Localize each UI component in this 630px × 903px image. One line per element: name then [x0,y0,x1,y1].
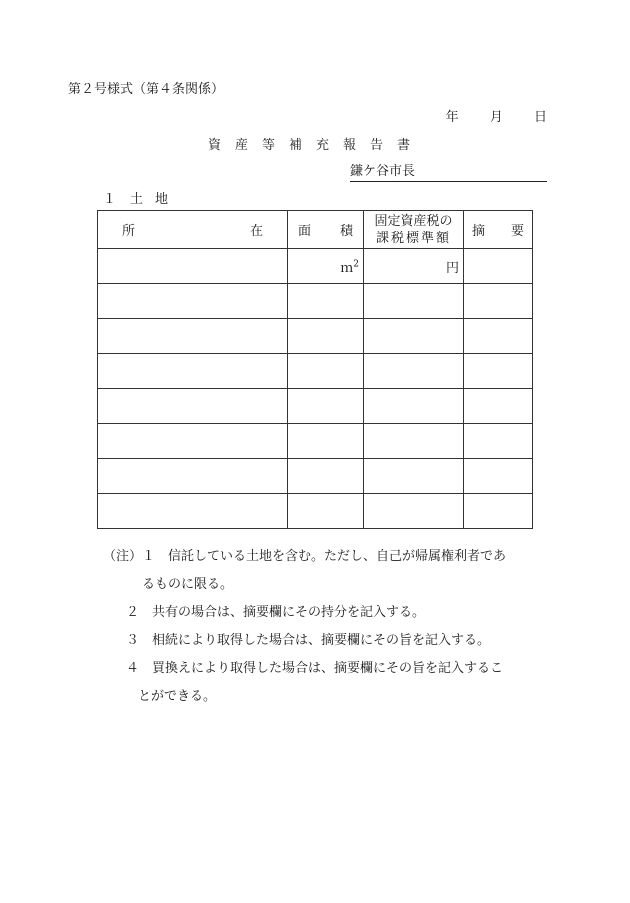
cell-location[interactable] [98,249,288,284]
cell-area[interactable] [288,459,364,494]
cell-summary[interactable] [464,319,533,354]
date-day: 日 [533,110,547,125]
table-header-row [98,211,533,249]
cell-summary[interactable] [464,389,533,424]
unit-area: ｍ [340,261,354,276]
header-area-a: 面 [298,224,312,239]
header-tax-base-line2: 課税標準額 [375,230,451,246]
table-row [98,424,533,459]
header-tax-base-line1: 固定資産税の [374,213,453,229]
header-area-b: 積 [339,224,353,239]
header-summary-b: 要 [510,224,524,239]
cell-summary[interactable] [464,494,533,529]
unit-area-sup: 2 [353,259,359,270]
table-row [98,249,533,284]
cell-location[interactable] [98,424,288,459]
recipient: 鎌ケ谷市長 [350,160,547,182]
cell-tax-base[interactable] [364,424,464,459]
cell-area[interactable] [288,389,364,424]
cell-location[interactable] [98,459,288,494]
cell-area[interactable] [288,494,364,529]
document-title: 資産等補充報告書 [208,138,425,153]
table-row [98,284,533,319]
header-location-a: 所 [122,224,136,239]
table-row [98,459,533,494]
note-4-number: ４ [126,661,140,676]
cell-location[interactable] [98,494,288,529]
cell-area[interactable] [288,319,364,354]
date-line [419,106,547,125]
cell-area[interactable] [288,424,364,459]
unit-yen: 円 [445,261,459,276]
section-number: １ [103,192,117,207]
cell-area[interactable] [288,284,364,319]
note-3-line1: 相続により取得した場合は、摘要欄にその旨を記入する。 [152,633,491,648]
header-location-b: 在 [249,224,263,239]
cell-summary[interactable] [464,249,533,284]
header-summary-a: 摘 [472,224,486,239]
note-2-line1: 共有の場合は、摘要欄にその持分を記入する。 [152,605,426,620]
cell-summary[interactable] [464,459,533,494]
section-heading [103,188,180,207]
cell-location[interactable] [98,319,288,354]
cell-tax-base[interactable] [364,354,464,389]
cell-tax-base[interactable] [364,319,464,354]
date-month: 月 [489,110,503,125]
table-row [98,319,533,354]
cell-area[interactable] [288,249,364,284]
cell-tax-base[interactable] [364,249,464,284]
cell-tax-base[interactable] [364,389,464,424]
header-summary [464,211,533,249]
table-row [98,389,533,424]
land-table [97,210,533,529]
note-1-number: １ [142,549,156,564]
cell-location[interactable] [98,354,288,389]
note-1-line1: 信託している土地を含む。ただし、自己が帰属権利者であ [168,549,507,564]
cell-summary[interactable] [464,424,533,459]
cell-summary[interactable] [464,284,533,319]
cell-location[interactable] [98,389,288,424]
notes-label: （注） [103,549,143,564]
note-4-line1: 買換えにより取得した場合は、摘要欄にその旨を記入するこ [152,661,504,676]
note-4-line2: とができる。 [138,689,217,704]
header-location [98,211,288,249]
section-name: 土地 [130,192,181,207]
table-row [98,494,533,529]
header-area [288,211,364,249]
note-1-line2: るものに限る。 [142,577,234,592]
date-year: 年 [445,110,459,125]
header-tax-base [364,211,464,249]
note-2-number: ２ [126,605,140,620]
cell-location[interactable] [98,284,288,319]
note-3-number: ３ [126,633,140,648]
cell-summary[interactable] [464,354,533,389]
cell-tax-base[interactable] [364,494,464,529]
cell-tax-base[interactable] [364,459,464,494]
form-number: 第２号様式（第４条関係） [68,82,225,97]
cell-area[interactable] [288,354,364,389]
table-row [98,354,533,389]
cell-tax-base[interactable] [364,284,464,319]
